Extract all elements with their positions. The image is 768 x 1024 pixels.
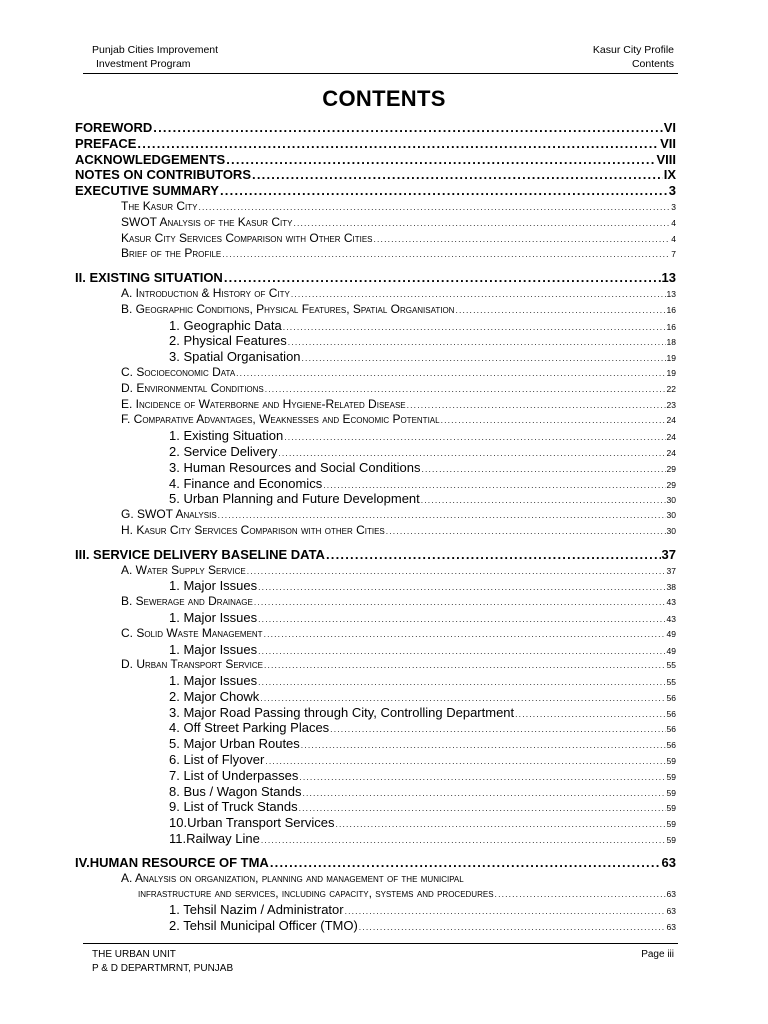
toc-entry-label: B. Geographic Conditions, Physical Features, Spatial Organisation xyxy=(121,301,455,316)
toc-leader-dots xyxy=(302,353,666,363)
toc-entry-page: VIII xyxy=(656,151,676,167)
toc-entry-label: PREFACE xyxy=(75,135,137,151)
toc-entry-page: VI xyxy=(663,120,676,135)
toc-entry[interactable] xyxy=(75,333,676,349)
toc-leader-dots xyxy=(330,724,665,734)
toc-entry[interactable] xyxy=(75,578,676,594)
toc-entry[interactable] xyxy=(75,318,676,334)
footer-left xyxy=(92,948,233,976)
toc-entry-label: IV.HUMAN RESOURCE OF TMA xyxy=(75,854,269,870)
toc-entry-page: 63 xyxy=(661,854,676,870)
toc-entry-label: FOREWORD xyxy=(75,120,153,135)
toc-leader-dots xyxy=(386,526,666,536)
toc-leader-dots xyxy=(441,415,666,425)
toc-entry-page: 3 xyxy=(668,183,676,199)
toc-entry-label: 3. Spatial Organisation xyxy=(169,349,301,365)
toc-entry-page: 63 xyxy=(666,889,676,900)
toc-entry[interactable] xyxy=(75,523,676,539)
toc-entry-multiline-line1[interactable] xyxy=(75,871,676,887)
toc-entry-page: 59 xyxy=(666,835,676,846)
toc-leader-dots xyxy=(258,646,665,656)
toc-leader-dots xyxy=(265,384,666,394)
toc-entry[interactable] xyxy=(75,689,676,705)
toc-entry[interactable] xyxy=(75,626,676,642)
toc-entry-label: 9. List of Truck Stands xyxy=(169,799,298,815)
toc-entry-page: 59 xyxy=(666,803,676,814)
toc-main-entries xyxy=(75,120,676,871)
toc-entry[interactable] xyxy=(75,412,676,428)
toc-entry-label: 4. Off Street Parking Places xyxy=(169,720,330,736)
toc-entry-page: 23 xyxy=(666,399,676,410)
toc-entry-page: 29 xyxy=(666,463,676,474)
toc-entry[interactable] xyxy=(75,286,676,302)
header-program-line2: Investment Program xyxy=(96,58,191,70)
toc-entry-page: 43 xyxy=(666,597,676,608)
toc-leader-dots xyxy=(302,788,665,798)
toc-entry[interactable] xyxy=(75,476,676,492)
toc-entry[interactable] xyxy=(75,136,676,152)
toc-leader-dots xyxy=(345,906,666,916)
header-section-name: Contents xyxy=(631,58,674,70)
toc-leader-dots xyxy=(374,234,671,244)
toc-entry-page: 63 xyxy=(666,906,676,917)
toc-entry-label: II. EXISTING SITUATION xyxy=(75,270,223,286)
toc-entry-page: VII xyxy=(660,135,676,151)
header-right xyxy=(593,43,674,71)
footer-page-number: Page iii xyxy=(641,949,674,960)
toc-tail-entries xyxy=(75,902,676,934)
toc-entry-page: 22 xyxy=(666,383,676,394)
toc-entry-label: infrastructure and services, including capacity, systems and procedures xyxy=(138,886,494,901)
toc-leader-dots xyxy=(495,889,666,899)
toc-entry-page: 30 xyxy=(666,495,676,506)
toc-leader-dots xyxy=(291,289,666,299)
toc-entry[interactable] xyxy=(75,831,676,847)
toc-leader-dots xyxy=(264,629,666,639)
toc-entry-page: 56 xyxy=(666,692,676,703)
toc-entry-label: 2. Service Delivery xyxy=(169,443,278,459)
toc-entry-page: 38 xyxy=(666,582,676,593)
toc-entry-label: C. Socioeconomic Data xyxy=(121,364,236,379)
toc-leader-dots xyxy=(421,464,665,474)
toc-leader-dots xyxy=(284,432,665,442)
toc-entry[interactable] xyxy=(75,752,676,768)
toc-entry-page: 43 xyxy=(666,613,676,624)
toc-leader-dots xyxy=(299,803,666,813)
toc-leader-dots xyxy=(254,597,666,607)
toc-leader-dots xyxy=(265,756,665,766)
toc-entry[interactable] xyxy=(75,705,676,721)
toc-leader-dots xyxy=(299,772,665,782)
toc-entry[interactable] xyxy=(75,491,676,507)
header-program-line1: Punjab Cities Improvement xyxy=(92,44,219,56)
toc-leader-dots xyxy=(278,448,665,458)
toc-entry-page: 56 xyxy=(666,740,676,751)
toc-entry[interactable] xyxy=(75,381,676,397)
toc-entry-page: 24 xyxy=(666,432,676,443)
toc-entry-label: SWOT Analysis of the Kasur City xyxy=(121,214,293,229)
toc-entry-page: 49 xyxy=(666,645,676,656)
toc-leader-dots xyxy=(236,368,665,378)
toc-leader-dots xyxy=(359,922,666,932)
toc-entry-label: 11.Railway Line xyxy=(169,831,260,847)
toc-leader-dots xyxy=(515,709,665,719)
toc-entry[interactable] xyxy=(75,397,676,413)
toc-entry-label: 8. Bus / Wagon Stands xyxy=(169,783,302,799)
toc-entry-page: 4 xyxy=(671,233,676,244)
toc-entry[interactable] xyxy=(75,246,676,262)
toc-entry-label: ACKNOWLEDGEMENTS xyxy=(75,151,226,167)
footer-rule xyxy=(83,943,678,944)
page-title: CONTENTS xyxy=(322,86,446,111)
toc-entry[interactable] xyxy=(75,349,676,365)
toc-leader-dots xyxy=(407,400,666,410)
toc-leader-dots xyxy=(455,305,665,315)
toc-entry-page: 7 xyxy=(671,249,676,260)
toc-entry[interactable] xyxy=(75,302,676,318)
toc-leader-dots xyxy=(421,495,666,505)
toc-entry[interactable] xyxy=(75,460,676,476)
toc-leader-dots xyxy=(218,510,666,520)
toc-entry-label: A. Analysis on organization, planning and management of the municipal xyxy=(121,870,464,885)
toc-entry[interactable] xyxy=(75,720,676,736)
toc-entry-page: 63 xyxy=(666,922,676,933)
toc-leader-dots xyxy=(335,819,665,829)
toc-entry-page: 59 xyxy=(666,819,676,830)
toc-entry-page: 55 xyxy=(666,677,676,688)
toc-entry-page: IX xyxy=(663,167,676,183)
toc-entry-page: 18 xyxy=(666,337,676,348)
toc-leader-dots xyxy=(258,582,665,592)
toc-entry[interactable] xyxy=(75,736,676,752)
toc-entry[interactable] xyxy=(75,918,676,934)
header-left xyxy=(92,43,218,71)
toc-entry-label: 2. Physical Features xyxy=(169,333,287,349)
toc-entry[interactable] xyxy=(75,152,676,168)
toc-entry-label: Brief of the Profile xyxy=(121,246,222,261)
toc-entry-page: 37 xyxy=(666,565,676,576)
toc-leader-dots xyxy=(258,614,665,624)
toc-entry-label: NOTES ON CONTRIBUTORS xyxy=(75,167,251,183)
toc-entry[interactable] xyxy=(75,784,676,800)
header-rule xyxy=(83,73,678,74)
toc-entry-page: 24 xyxy=(666,415,676,426)
toc-entry[interactable] xyxy=(75,444,676,460)
toc-entry-page: 59 xyxy=(666,787,676,798)
toc-entry-page: 59 xyxy=(666,771,676,782)
toc-entry-label: 2. Major Chowk xyxy=(169,688,260,704)
toc-entry-label: F. Comparative Advantages, Weaknesses and Economic Potential xyxy=(121,412,440,427)
toc-entry-label: The Kasur City xyxy=(121,198,198,213)
toc-entry-page: 29 xyxy=(666,479,676,490)
toc-entry-label: 1. Geographic Data xyxy=(169,317,282,333)
toc-entry[interactable] xyxy=(75,365,676,381)
toc-entry[interactable] xyxy=(75,855,676,871)
toc-entry-label: A. Introduction & History of City xyxy=(121,285,290,300)
toc-entry-page: 13 xyxy=(666,288,676,299)
toc-entry-label: D. Environmental Conditions xyxy=(121,380,264,395)
toc-entry[interactable] xyxy=(75,610,676,626)
toc-leader-dots xyxy=(198,202,670,212)
toc-entry-label: EXECUTIVE SUMMARY xyxy=(75,183,219,199)
toc-leader-dots xyxy=(224,270,661,285)
toc-leader-dots xyxy=(270,855,661,870)
toc-entry[interactable] xyxy=(75,902,676,918)
toc-entry[interactable] xyxy=(75,673,676,689)
toc-entry-page: 13 xyxy=(661,270,676,286)
toc-entry-label: 1. Major Issues xyxy=(169,609,258,625)
toc-entry-page: 16 xyxy=(666,321,676,332)
toc-entry-page: 24 xyxy=(666,447,676,458)
toc-entry-label: 2. Tehsil Municipal Officer (TMO) xyxy=(169,918,358,934)
toc-entry[interactable] xyxy=(75,815,676,831)
toc-leader-dots xyxy=(220,183,668,198)
toc-entry-page: 55 xyxy=(666,660,676,671)
toc-entry[interactable] xyxy=(75,657,676,673)
toc-entry-page: 19 xyxy=(666,353,676,364)
toc-entry[interactable] xyxy=(75,768,676,784)
toc-entry-label: 5. Urban Planning and Future Development xyxy=(169,491,420,507)
toc-leader-dots xyxy=(261,835,666,845)
toc-leader-dots xyxy=(288,337,666,347)
toc-entry-label: 1. Major Issues xyxy=(169,641,258,657)
toc-entry[interactable] xyxy=(75,507,676,523)
toc-leader-dots xyxy=(252,167,663,182)
toc-entry[interactable] xyxy=(75,120,676,136)
toc-entry-label: 1. Tehsil Nazim / Administrator xyxy=(169,902,344,918)
toc-leader-dots xyxy=(222,249,670,259)
toc-entry[interactable] xyxy=(75,167,676,183)
toc-entry-page: 30 xyxy=(666,525,676,536)
toc-entry-label: 10.Urban Transport Services xyxy=(169,815,335,831)
toc-entry-label: B. Sewerage and Drainage xyxy=(121,594,253,609)
toc-entry-label: C. Solid Waste Management xyxy=(121,625,263,640)
footer-org-name: THE URBAN UNIT xyxy=(92,949,176,960)
toc-entry-page: 4 xyxy=(671,217,676,228)
table-of-contents xyxy=(75,120,676,934)
toc-entry-page: 49 xyxy=(666,628,676,639)
toc-entry[interactable] xyxy=(75,799,676,815)
toc-entry-page: 59 xyxy=(666,756,676,767)
toc-leader-dots xyxy=(301,740,666,750)
toc-entry-page: 30 xyxy=(666,510,676,521)
toc-entry[interactable] xyxy=(75,428,676,444)
toc-entry-multiline-line2[interactable] xyxy=(75,886,676,902)
header-profile-title: Kasur City Profile xyxy=(592,44,674,56)
footer-department: P & D DEPARTMRNT, PUNJAB xyxy=(92,963,234,974)
toc-leader-dots xyxy=(264,660,666,670)
toc-entry-label: 1. Major Issues xyxy=(169,578,258,594)
toc-entry-label: A. Water Supply Service xyxy=(121,562,246,577)
toc-entry[interactable] xyxy=(75,594,676,610)
toc-entry-label: 3. Human Resources and Social Conditions xyxy=(169,459,421,475)
toc-entry-label: 3. Major Road Passing through City, Controlling Department xyxy=(169,704,515,720)
toc-entry[interactable] xyxy=(75,563,676,579)
toc-entry[interactable] xyxy=(75,270,676,286)
toc-entry[interactable] xyxy=(75,215,676,231)
toc-entry-label: Kasur City Services Comparison with Other Cities xyxy=(121,230,373,245)
toc-entry[interactable] xyxy=(75,547,676,563)
toc-entry-page: 56 xyxy=(666,724,676,735)
toc-entry-label: III. SERVICE DELIVERY BASELINE DATA xyxy=(75,546,325,562)
toc-entry[interactable] xyxy=(75,642,676,658)
toc-leader-dots xyxy=(260,693,665,703)
toc-entry-label: 5. Major Urban Routes xyxy=(169,736,300,752)
toc-leader-dots xyxy=(258,677,665,687)
toc-entry-label: 7. List of Underpasses xyxy=(169,767,299,783)
toc-entry-page: 3 xyxy=(671,201,676,212)
toc-entry-page: 37 xyxy=(661,546,676,562)
toc-entry-page: 16 xyxy=(666,304,676,315)
toc-entry-page: 19 xyxy=(666,367,676,378)
toc-entry-label: 4. Finance and Economics xyxy=(169,475,323,491)
toc-entry-label: G. SWOT Analysis xyxy=(121,507,217,522)
toc-leader-dots xyxy=(293,218,670,228)
toc-leader-dots xyxy=(326,547,661,562)
toc-entry-label: 1. Existing Situation xyxy=(169,428,284,444)
toc-entry[interactable] xyxy=(75,183,676,199)
toc-leader-dots xyxy=(283,322,666,332)
toc-entry-label: 6. List of Flyover xyxy=(169,752,265,768)
toc-entry-label: H. Kasur City Services Comparison with other Cities xyxy=(121,522,385,537)
toc-leader-dots xyxy=(247,566,666,576)
toc-entry[interactable] xyxy=(75,231,676,247)
toc-leader-dots xyxy=(323,480,665,490)
toc-entry-label: E. Incidence of Waterborne and Hygiene-Related Disease xyxy=(121,396,406,411)
toc-entry-label: 1. Major Issues xyxy=(169,673,258,689)
toc-entry[interactable] xyxy=(75,199,676,215)
toc-entry-label: D. Urban Transport Service xyxy=(121,657,263,672)
toc-leader-dots xyxy=(226,152,655,167)
toc-entry-page: 56 xyxy=(666,708,676,719)
toc-leader-dots xyxy=(137,136,659,151)
toc-leader-dots xyxy=(153,120,662,135)
